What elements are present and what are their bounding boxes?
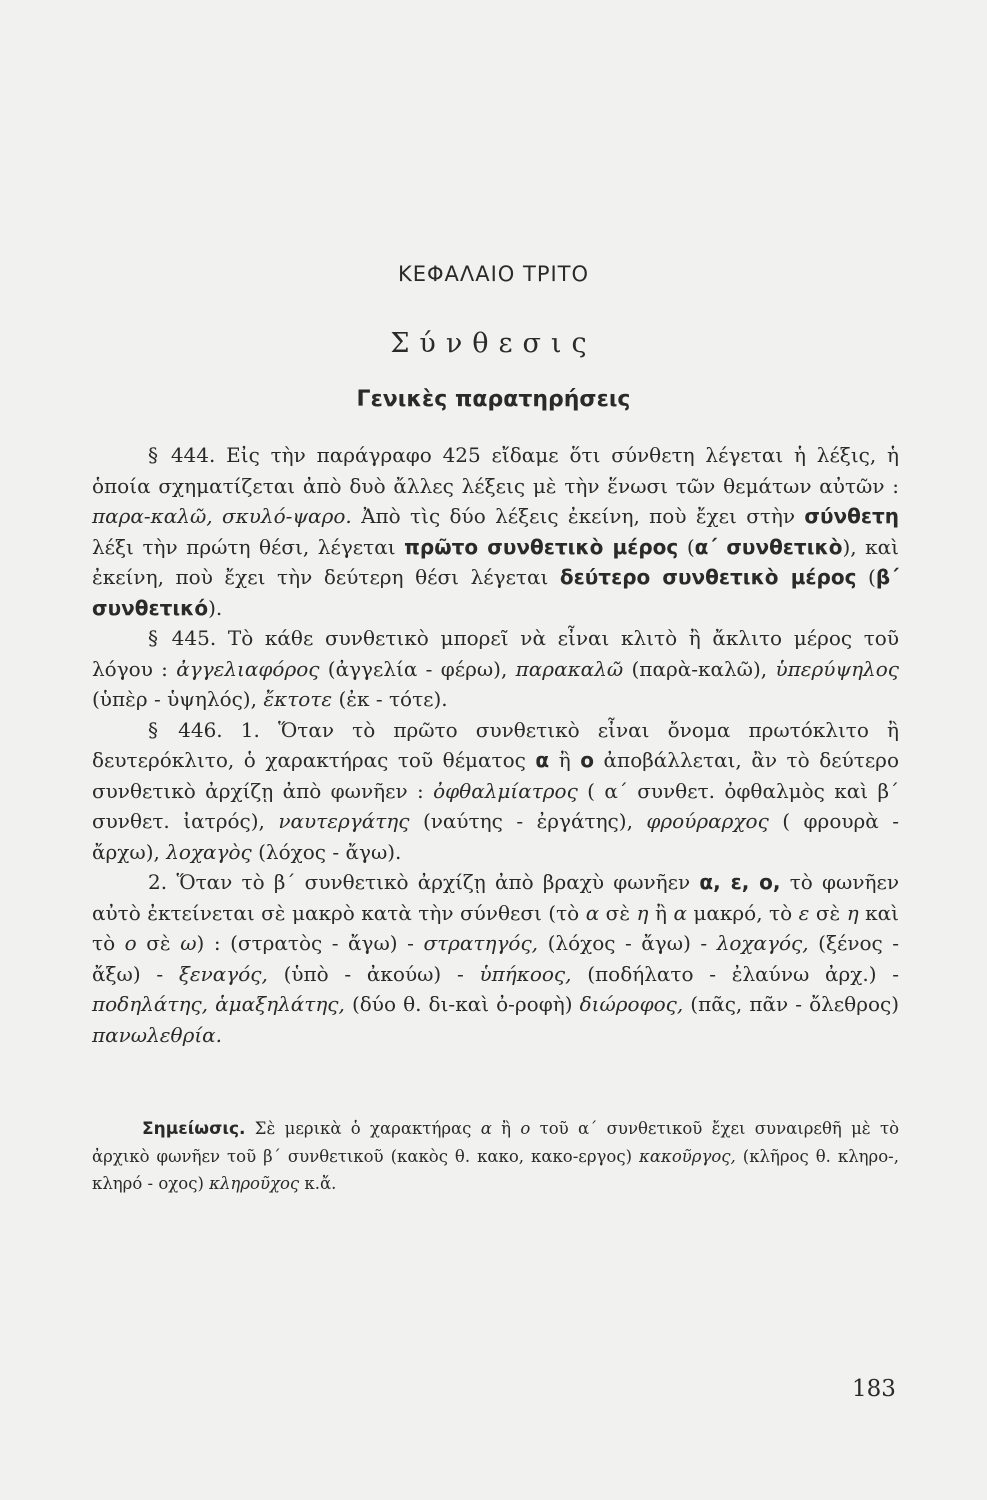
- term: α: [535, 748, 550, 772]
- section-title: Σύνθεσις: [390, 328, 597, 359]
- term: α, ε, ο,: [699, 870, 781, 894]
- term: ο: [580, 748, 594, 772]
- page-number: 183: [852, 1376, 896, 1402]
- term: β΄ συνθετικό: [92, 565, 899, 620]
- paragraph-number: 444.: [170, 443, 216, 467]
- chapter-heading: ΚΕΦΑΛΑΙΟ ΤΡΙΤΟ: [397, 262, 590, 286]
- example-word: ὀφθαλμίατρος: [433, 778, 578, 803]
- paragraph-446-1: § 446. 1. Ὅταν τὸ πρῶτο συνθετικὸ εἶναι ὄνομα πρωτόκλιτο ἢ δευτερόκλιτο, ὁ χαρακτήρας τοῦ θέματος α ἢ ο ἀποβάλλεται, ἂν τὸ δεύτερο συνθετικὸ ἀρχίζῃ ἀπὸ φωνῆεν : ὀφθαλμίατρος ( α΄ συνθετ. ὀφθαλμὸς καὶ β΄ συνθετ. ἰατρός), ναυτεργάτης (ναύτης - ἐργάτης), φρούραρχος ( φρουρὰ - ἄρχω), λοχαγὸς (λόχος - ἄγω).: [92, 717, 900, 864]
- example-word: κακοῦργος,: [639, 1147, 736, 1166]
- example-word: ὑπήκοος,: [479, 961, 572, 986]
- section-subtitle: Γενικὲς παρατηρήσεις: [356, 387, 631, 412]
- note-block: [92, 1115, 899, 1197]
- example-word: ποδηλάτης, ἁμαξηλάτης,: [92, 992, 345, 1016]
- example-word: λοχαγός,: [716, 931, 809, 955]
- paragraph-445: § 445. Τὸ κάθε συνθετικὸ μπορεῖ νὰ εἶναι κλιτὸ ἢ ἄκλιτο μέρος τοῦ λόγου : ἀγγελιαφόρος (ἀγγελία - φέρω), παρακαλῶ (παρὰ-καλῶ), ὑπερύψηλος (ὑπὲρ - ὑψηλός), ἔκτοτε (ἐκ - τότε).: [92, 626, 900, 711]
- note-paragraph: Σημείωσις. Σὲ μερικὰ ὁ χαρακτήρας α ἢ ο τοῦ α΄ συνθετικοῦ ἔχει συναιρεθῆ μὲ τὸ ἀρχικὸ φωνῆεν τοῦ β΄ συνθετικοῦ (κακὸς θ. κακο, κακο-εργος) κακοῦργος, (κλῆρος θ. κληρο-, κληρό - οχος) κληροῦχος κ.ἄ.: [92, 1119, 900, 1193]
- example-word: ὑπερύψηλος: [775, 656, 899, 681]
- term: α΄ συνθετικὸ: [694, 534, 843, 559]
- section-sign: §: [148, 626, 158, 650]
- paragraph-444: § 444. Εἰς τὴν παράγραφο 425 εἴδαμε ὅτι σύνθετη λέγεται ἡ λέξις, ἡ ὁποία σχηματίζεται ἀπὸ δυὸ ἄλλες λέξεις μὲ τὴν ἕνωσι τῶν θεμάτων αὐτῶν : παρα-καλῶ, σκυλό-ψαρο. Ἀπὸ τὶς δύο λέξεις ἐκείνη, ποὺ ἔχει στὴν σύνθετη λέξι τὴν πρώτη θέσι, λέγεται πρῶτο συνθετικὸ μέρος (α΄ συνθετικὸ), καὶ ἐκείνη, ποὺ ἔχει τὴν δεύτερη θέσι λέγεται δεύτερο συνθετικὸ μέρος (β΄ συνθετικό).: [92, 443, 900, 620]
- term: δεύτερο συνθετικὸ μέρος: [559, 565, 857, 589]
- example-word: ξεναγός,: [178, 961, 268, 986]
- body-text: [92, 440, 899, 1050]
- example-word: ἔκτοτε: [263, 687, 333, 711]
- example-word: στρατηγός,: [423, 931, 539, 955]
- example-word: φρούραρχος: [646, 809, 769, 833]
- example-word: κληροῦχος: [209, 1174, 300, 1193]
- paragraph-number: 445.: [171, 626, 217, 650]
- example-word: διώροφος,: [579, 992, 684, 1016]
- section-sign: §: [148, 717, 158, 742]
- example-word: ναυτεργάτης: [278, 809, 410, 833]
- example-word: πανωλεθρία.: [92, 1022, 223, 1047]
- list-number: 2.: [148, 870, 168, 894]
- paragraph-446-2: 2. Ὅταν τὸ β΄ συνθετικὸ ἀρχίζῃ ἀπὸ βραχὺ φωνῆεν α, ε, ο, τὸ φωνῆεν αὐτὸ ἐκτείνεται σὲ μακρὸ κατὰ τὴν σύνθεσι (τὸ α σὲ η ἢ α μακρό, τὸ ε σὲ η καὶ τὸ ο σὲ ω) : (στρατὸς - ἄγω) - στρατηγός, (λόχος - ἄγω) - λοχαγός, (ξένος - ἄξω) - ξεναγός, (ὑπὸ - ἀκούω) - ὑπήκοος, (ποδήλατο - ἐλαύνω ἀρχ.) - ποδηλάτης, ἁμαξηλάτης, (δύο θ. δι-καὶ ὀ-ροφὴ) διώροφος, (πᾶς, πᾶν - ὄλεθρος) πανωλεθρία.: [92, 870, 900, 1047]
- term: σύνθετη: [804, 504, 900, 528]
- example-word: ἀγγελιαφόρος: [176, 656, 320, 681]
- list-number: 1.: [240, 717, 260, 742]
- note-heading: Σημείωσις.: [142, 1119, 246, 1139]
- example-word: παρα-καλῶ, σκυλό-ψαρο.: [92, 504, 352, 528]
- example-word: λοχαγὸς: [166, 839, 252, 864]
- term: πρῶτο συνθετικὸ μέρος: [404, 534, 679, 559]
- section-sign: §: [148, 443, 158, 467]
- example-word: παρακαλῶ: [515, 656, 624, 681]
- paragraph-number: 446.: [178, 717, 223, 742]
